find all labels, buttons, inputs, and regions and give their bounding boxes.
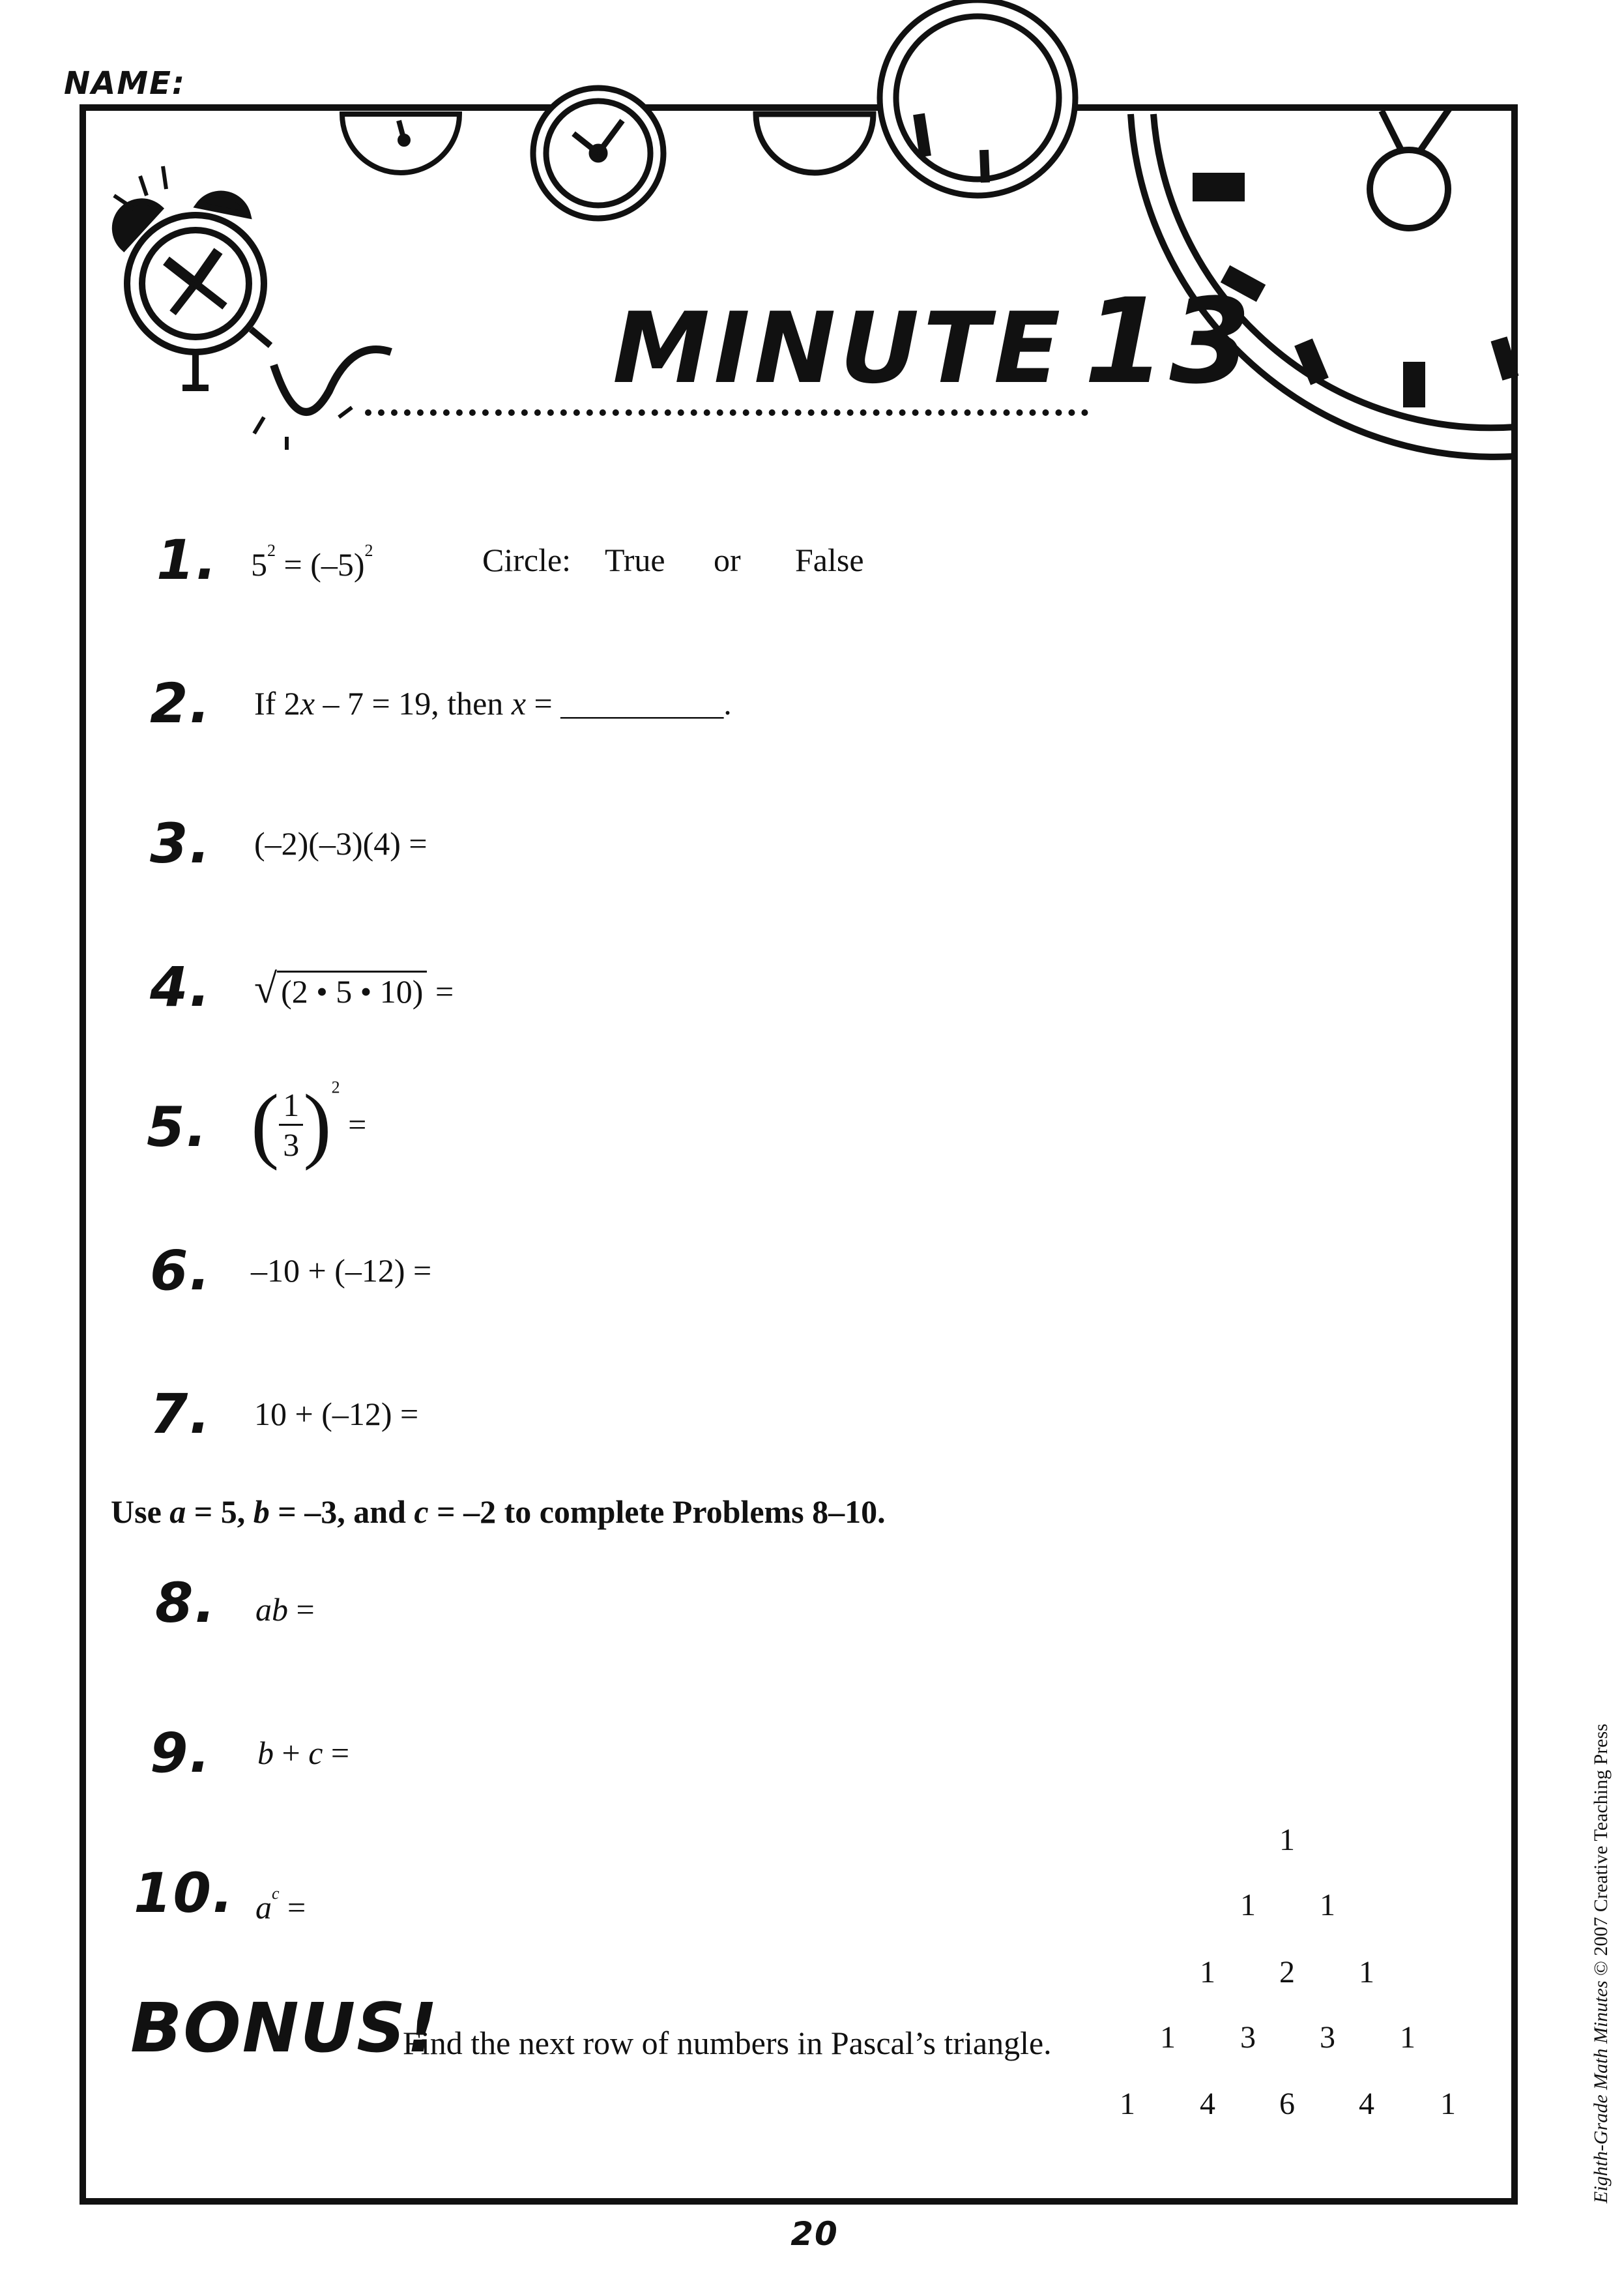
pascal-number: 1 bbox=[1279, 1823, 1295, 1857]
exponent: 2 bbox=[364, 541, 373, 560]
base: 5 bbox=[251, 546, 267, 583]
pascal-number: 2 bbox=[1279, 1955, 1295, 1989]
variable: ab bbox=[255, 1591, 288, 1628]
problem-number: 3. bbox=[150, 812, 212, 875]
problem-8-text bbox=[255, 1591, 315, 1628]
equals: = bbox=[279, 1889, 306, 1926]
problem-6-text: –10 + (–12) = bbox=[251, 1252, 432, 1289]
instruction-part: Use bbox=[111, 1493, 170, 1530]
equals: = bbox=[288, 1591, 315, 1628]
page-title bbox=[613, 274, 1255, 410]
pascal-number: 6 bbox=[1279, 2087, 1295, 2121]
wall-clock-icon bbox=[533, 88, 663, 218]
radical-sign: √ bbox=[254, 965, 278, 1012]
copyright-notice bbox=[1590, 1724, 1612, 2203]
exponent: 2 bbox=[267, 541, 276, 560]
fraction bbox=[279, 1086, 303, 1164]
variable: x bbox=[511, 685, 527, 722]
problem-4-text bbox=[254, 965, 454, 1013]
problem-5-text bbox=[251, 1076, 366, 1173]
problem-3-text: (–2)(–3)(4) = bbox=[254, 825, 428, 862]
base: a bbox=[255, 1889, 272, 1926]
option-true[interactable]: True bbox=[605, 542, 665, 578]
circle-label: Circle: bbox=[482, 542, 572, 578]
operator: + bbox=[274, 1735, 309, 1771]
page-number: 20 bbox=[790, 2215, 839, 2253]
bonus-label: BONUS! bbox=[130, 1988, 439, 2068]
alarm-clock-icon bbox=[114, 166, 391, 450]
bonus-text: Find the next row of numbers in Pascal’s triangle. bbox=[403, 2025, 1052, 2061]
equals: = bbox=[340, 1106, 367, 1143]
name-label: NAME: bbox=[64, 65, 186, 102]
problem-number: 6. bbox=[150, 1239, 212, 1302]
denominator: 3 bbox=[283, 1126, 300, 1163]
pascal-number: 1 bbox=[1120, 2087, 1135, 2121]
exponent: c bbox=[272, 1884, 280, 1903]
equals: = bbox=[427, 973, 454, 1010]
pascal-number: 1 bbox=[1160, 2020, 1176, 2055]
title-word: MINUTE bbox=[613, 292, 1065, 405]
problem-10-text bbox=[255, 1884, 306, 1926]
pascal-number: 4 bbox=[1200, 2087, 1215, 2121]
open-paren: ( bbox=[251, 1078, 280, 1171]
problem-number: 8. bbox=[155, 1571, 217, 1635]
variable: c bbox=[308, 1735, 323, 1771]
problem-1-text bbox=[251, 541, 373, 583]
numerator: 1 bbox=[279, 1086, 303, 1126]
exponent: 2 bbox=[331, 1078, 340, 1097]
clock-decorations bbox=[0, 0, 1624, 521]
pascal-number: 4 bbox=[1359, 2087, 1374, 2121]
pascal-number: 1 bbox=[1200, 1955, 1215, 1989]
wall-clock-icon bbox=[342, 114, 459, 173]
problem-number: 2. bbox=[150, 671, 212, 735]
pascal-number: 1 bbox=[1240, 1888, 1256, 1922]
variable: c bbox=[414, 1493, 429, 1530]
problem-number: 1. bbox=[156, 528, 218, 592]
book-title: Eighth-Grade Math Minutes bbox=[1590, 1980, 1612, 2203]
problem-9-text bbox=[257, 1734, 349, 1772]
problem-number: 5. bbox=[147, 1095, 209, 1159]
problem-number: 10. bbox=[134, 1861, 235, 1925]
wall-clock-icon bbox=[756, 0, 1075, 196]
pascal-number: 1 bbox=[1359, 1955, 1374, 1989]
title-number: 13 bbox=[1084, 274, 1255, 410]
pascal-number: 1 bbox=[1400, 2020, 1415, 2055]
variable: b bbox=[257, 1735, 274, 1771]
equals: = bbox=[323, 1735, 350, 1771]
problem-2-text bbox=[254, 684, 732, 722]
instruction-part: = –2 to complete Problems 8–10. bbox=[428, 1493, 886, 1530]
expression: If 2 bbox=[254, 685, 300, 722]
radicand: (2 • 5 • 10) bbox=[277, 971, 427, 1010]
pascal-number: 1 bbox=[1320, 1888, 1335, 1922]
variable: b bbox=[253, 1493, 270, 1530]
option-or: or bbox=[714, 542, 741, 578]
variable: a bbox=[169, 1493, 186, 1530]
variable: x bbox=[300, 685, 315, 722]
title-dotted-rule bbox=[365, 409, 1088, 416]
expression: – 7 = 19, then bbox=[315, 685, 512, 722]
instruction-text bbox=[111, 1493, 886, 1531]
problem-number: 9. bbox=[150, 1721, 212, 1785]
expression: = (–5) bbox=[276, 546, 365, 583]
pascal-number: 3 bbox=[1240, 2020, 1256, 2055]
problem-number: 7. bbox=[150, 1382, 212, 1446]
copyright-text: © 2007 Creative Teaching Press bbox=[1590, 1724, 1612, 1981]
answer-blank[interactable]: __________ bbox=[560, 685, 724, 722]
pascal-number: 3 bbox=[1320, 2020, 1335, 2055]
instruction-part: = 5, bbox=[186, 1493, 254, 1530]
pascal-number: 1 bbox=[1440, 2087, 1456, 2121]
close-paren: ) bbox=[303, 1078, 332, 1171]
period: . bbox=[723, 685, 732, 722]
problem-number: 4. bbox=[150, 955, 212, 1019]
expression: = bbox=[526, 685, 561, 722]
instruction-part: = –3, and bbox=[269, 1493, 414, 1530]
option-false[interactable]: False bbox=[795, 542, 864, 578]
problem-7-text: 10 + (–12) = bbox=[254, 1396, 419, 1432]
